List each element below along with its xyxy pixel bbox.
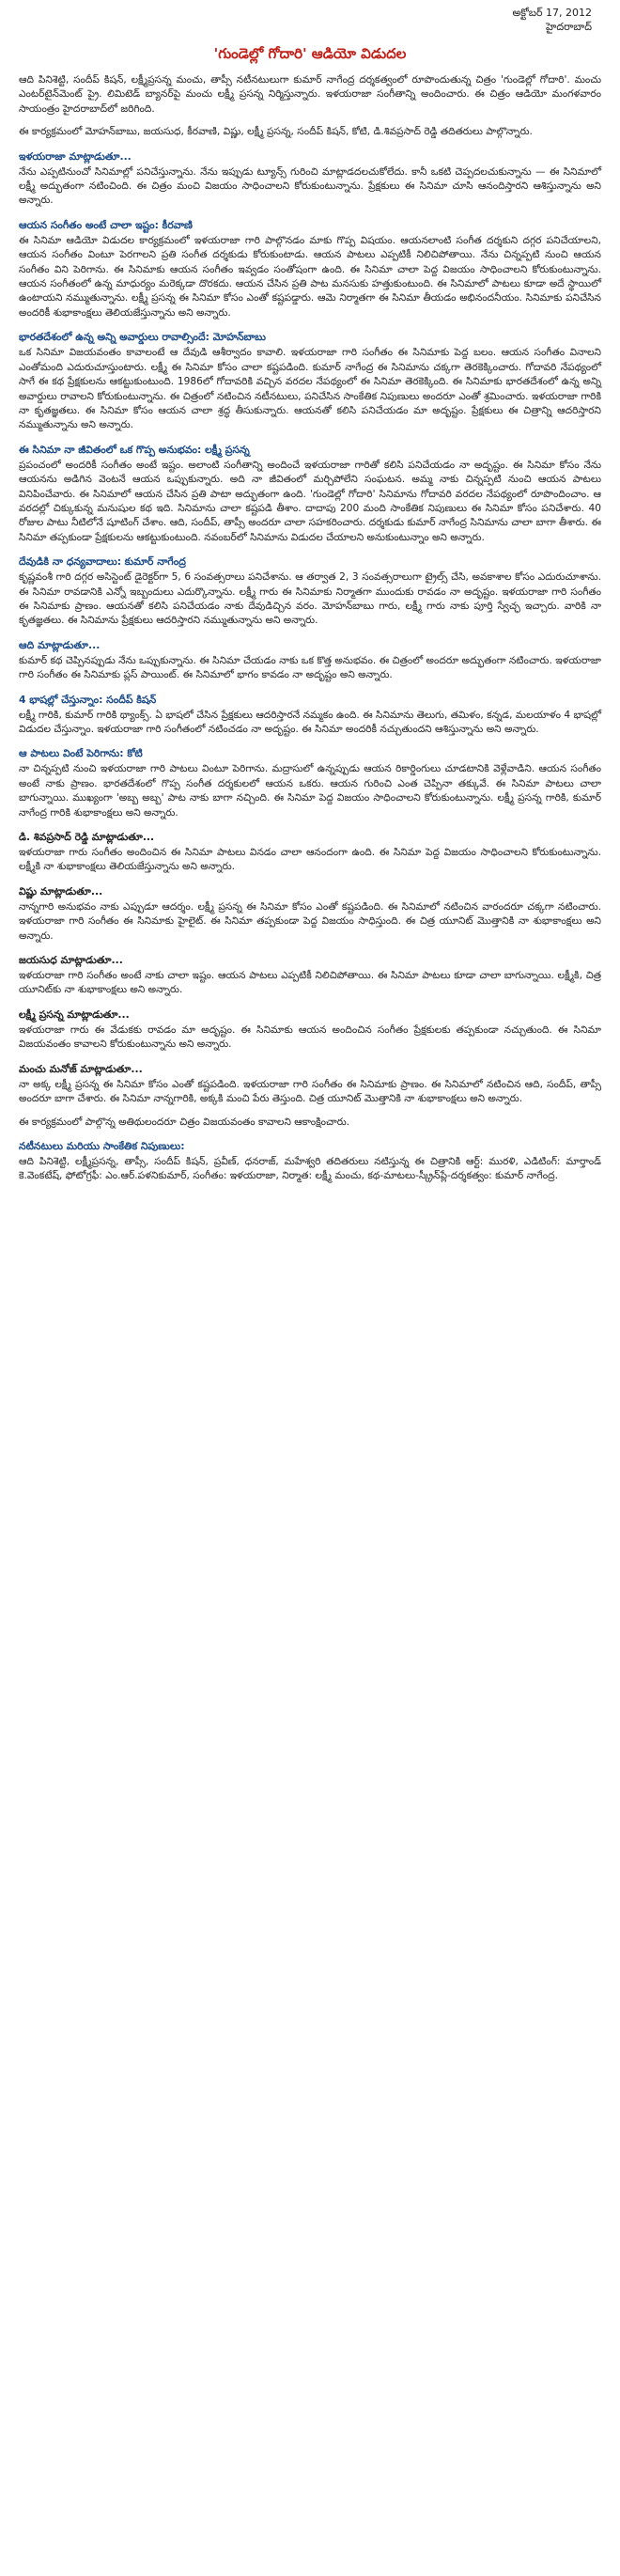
- article-date: అక్టోబర్ 17, 2012: [512, 7, 592, 19]
- section-heading: నటీనటులు మరియు సాంకేతిక నిపుణులు:: [19, 1139, 185, 1152]
- article-title: 'గుండెల్లో గోదారి' ఆడియో విడుదల: [213, 45, 407, 62]
- article-place: హైదరాబాద్: [546, 21, 592, 33]
- section-heading: భారతదేశంలో ఉన్న అన్ని అవార్డులు రావాల్సిందే: మోహన్‌బాబు: [19, 331, 266, 344]
- article-section: [19, 746, 601, 820]
- section-paragraph: నేను ఎప్పటినుంచో సినిమాల్లో పనిచేస్తున్నాను. నేను ఇప్పుడు ట్యూన్స్ గురించి మాట్లాడదలచుకోలేదు. కానీ ఒకటి చెప్పదలచుకున్నాను — ఈ సినిమాలో లక్ష్మీ అద్భుతంగా నటించింది. ఈ చిత్రం మంచి విజయం సాధించాలని కోరుకుంటున్నాను. ప్రేక్షకులు ఈ సినిమా చూసి ఆనందిస్తారని ఆశిస్తున్నాను అని అన్నారు.: [19, 165, 601, 207]
- section-paragraph: ఆది పినిశెట్టి, లక్ష్మీప్రసన్న, తాప్సీ, సందీప్ కిషన్, ప్రవీణ్, ధనరాజ్, మహేశ్వరి తదితరులు నటిస్తున్న ఈ చిత్రానికి ఆర్ట్: మురళి, ఎడిటింగ్: మార్తాండ్ కె.వెంకటేష్, ఫోటోగ్రఫీ: ఎం.ఆర్.పళనికుమార్, సంగీతం: ఇళయరాజా, నిర్మాత: లక్ష్మీ మంచు, కథ-మాటలు-స్క్రీన్‌ప్లే-దర్శకత్వం: కుమార్ నాగేంద్ర.: [19, 1155, 601, 1182]
- article-section: [19, 330, 601, 432]
- article-section: [19, 443, 601, 545]
- guests-paragraph: ఈ కార్యక్రమంలో మోహన్‌బాబు, జయసుధ, కీరవాణి, విష్ణు, లక్ష్మీ ప్రసన్న, సందీప్ కిషన్, కోటి, డి.శివప్రసాద్ రెడ్డి తదితరులు పాల్గొన్నారు.: [19, 126, 533, 138]
- section-heading: జయసుధ మాట్లాడుతూ...: [19, 954, 123, 967]
- section-heading: 4 భాషల్లో చేస్తున్నాం: సందీప్ కిషన్: [19, 693, 157, 706]
- section-paragraph: ఒక సినిమా విజయవంతం కావాలంటే ఆ దేవుడి ఆశీర్వాదం కావాలి. ఇళయరాజా గారి సంగీతం ఈ సినిమాకు పెద్ద బలం. ఆయన సంగీతం వినాలని ఎంతోమంది ఎదురుచూస్తుంటారు. లక్ష్మీ ఈ సినిమా కోసం చాలా కష్టపడింది. కుమార్ నాగేంద్ర ఈ సినిమాను చక్కగా తెరకెక్కించారు. గోదావరి నేపథ్యంలో సాగే ఈ కథ ప్రేక్షకులను ఆకట్టుకుంటుంది. 1986లో గోదావరికి వచ్చిన వరదల నేపథ్యంలో ఈ సినిమా తెరకెక్కింది. ఈ సినిమాకు భారతదేశంలో ఉన్న అన్ని అవార్డులు రావాలని కోరుకుంటున్నాను. ఈ చిత్రంలో నటించిన నటీనటులు, పనిచేసిన సాంకేతిక నిపుణులు అందరూ ఎంతో శ్రమించారు. ఇళయరాజా గారికి నా కృతజ్ఞతలు. ఈ సినిమా కోసం ఆయన చాలా శ్రద్ధ తీసుకున్నారు. ఆయనతో కలిసి పనిచేయడం మా అదృష్టం. ప్రేక్షకులు ఈ చిత్రాన్ని ఆదరిస్తారని నమ్ముతున్నాను అని అన్నారు.: [19, 347, 601, 431]
- section-heading: మంచు మనోజ్ మాట్లాడుతూ...: [19, 1062, 143, 1075]
- section-paragraph: నా చిన్నప్పటి నుంచి ఇళయరాజా గారి పాటలు వింటూ పెరిగాను. మద్రాసులో ఉన్నప్పుడు ఆయన రికార్డింగులు చూడటానికి వెళ్లేవాడిని. ఆయన సంగీతం అంటే నాకు ప్రాణం. భారతదేశంలో గొప్ప సంగీత దర్శకులలో ఆయన ఒకరు. ఆయన గురించి ఎంత చెప్పినా తక్కువే. ఈ సినిమా పాటలు చాలా బాగున్నాయి. ముఖ్యంగా 'అబ్బ అబ్బ' పాట నాకు బాగా నచ్చింది. ఈ సినిమా పెద్ద విజయం సాధించాలని కోరుకుంటున్నాను. లక్ష్మీ ప్రసన్న గారికి, కుమార్ నాగేంద్ర గారికి శుభాకాంక్షలు అని అన్నారు.: [19, 763, 601, 819]
- article-section: [19, 218, 601, 320]
- section-heading: ఆయన సంగీతం అంటే చాలా ఇష్టం: కీరవాణి: [19, 218, 193, 231]
- intro-paragraph: ఆది పినిశెట్టి, సందీప్ కిషన్, లక్ష్మీప్రసన్న మంచు, తాప్సీ నటీనటులుగా కుమార్ నాగేంద్ర దర్శకత్వంలో రూపొందుతున్న చిత్రం 'గుండెల్లో గోదారి'. మంచు ఎంటర్‌టైన్‌మెంట్ ప్రై. లిమిటెడ్ బ్యానర్‌పై మంచు లక్ష్మీ ప్రసన్న నిర్మిస్తున్నారు. ఇళయరాజా సంగీతాన్ని అందించారు. ఈ చిత్రం ఆడియో మంగళవారం సాయంత్రం హైదరాబాద్‌లో జరిగింది.: [19, 74, 601, 115]
- article: [19, 0, 601, 1184]
- article-meta: [19, 6, 592, 34]
- article-section: [19, 554, 601, 629]
- article-section: [19, 1116, 601, 1130]
- article-section: [19, 953, 601, 998]
- section-heading: ఈ సినిమా నా జీవితంలో ఒక గొప్ప అనుభవం: లక్ష్మీ ప్రసన్న: [19, 443, 250, 456]
- section-paragraph: నాన్నగారి అనుభవం నాకు ఎప్పుడూ ఆదర్శం. లక్ష్మీ ప్రసన్న ఈ సినిమా కోసం ఎంతో కష్టపడింది. ఈ సినిమాలో నటించిన వారందరూ చక్కగా నటించారు. ఇళయరాజా గారి సంగీతం ఈ సినిమాకు హైలైట్. ఈ సినిమా తప్పకుండా పెద్ద విజయం సాధిస్తుంది. ఈ చిత్ర యూనిట్ మొత్తానికి నా శుభాకాంక్షలు అని అన్నారు.: [19, 900, 601, 942]
- article-section: [19, 1139, 601, 1184]
- section-heading: లక్ష్మీ ప్రసన్న మాట్లాడుతూ...: [19, 1007, 130, 1021]
- section-heading: డి. శివప్రసాద్ రెడ్డి మాట్లాడుతూ...: [19, 831, 155, 844]
- section-heading: ఇళయరాజా మాట్లాడుతూ...: [19, 149, 132, 163]
- article-section: [19, 1007, 601, 1053]
- article-section: [19, 638, 601, 683]
- section-paragraph: లక్ష్మీ గారికి, కుమార్ గారికి థ్యాంక్స్. ఏ భాషలో చేసిన ప్రేక్షకులు ఆదరిస్తారనే నమ్మకం ఉంది. ఈ సినిమాను తెలుగు, తమిళం, కన్నడ, మలయాళం 4 భాషల్లో విడుదల చేస్తున్నాం. ఇళయరాజా గారి సంగీతంలో నటించడం నా అదృష్టం. ఈ సినిమా అందరికీ నచ్చుతుందని ఆశిస్తున్నాను అని అన్నారు.: [19, 709, 601, 735]
- article-section: [19, 149, 601, 209]
- section-heading: దేవుడికి నా ధన్యవాదాలు: కుమార్ నాగేంద్ర: [19, 555, 186, 569]
- section-paragraph: ఇళయరాజా గారు సంగీతం అందించిన ఈ సినిమా పాటలు వినడం చాలా ఆనందంగా ఉంది. ఈ సినిమా పెద్ద విజయం సాధించాలని కోరుకుంటున్నాను. లక్ష్మీకి నా శుభాకాంక్షలు తెలియజేస్తున్నాను అని అన్నారు.: [19, 847, 601, 873]
- section-heading: ఆది మాట్లాడుతూ...: [19, 638, 101, 651]
- section-paragraph: కృష్ణవంశీ గారి దగ్గర అసిస్టెంట్ డైరెక్టర్‌గా 5, 6 సంవత్సరాలు పనిచేశాను. ఆ తర్వాత 2, 3 సంవత్సరాలుగా ట్రైల్స్ చేసి, అవకాశాల కోసం ఎదురుచూశాను. ఈ సినిమా రావడానికి ఎన్నో ఇబ్బందులు ఎదుర్కొన్నాను. లక్ష్మీ గారు ఈ సినిమాకు నిర్మాతగా ముందుకు రావడం నా అదృష్టం. ఇళయరాజా గారి సంగీతం ఈ సినిమాకు ప్రాణం. ఆయనతో కలిసి పనిచేయడం నాకు దేవుడిచ్చిన వరం. మోహన్‌బాబు గారు, లక్ష్మీ గారు నాకు పూర్తి స్వేచ్ఛ ఇచ్చారు. వారికి నా కృతజ్ఞతలు. ఈ సినిమాను ప్రేక్షకులు ఆదరిస్తారని నమ్ముతున్నాను అని అన్నారు.: [19, 571, 601, 627]
- section-paragraph: ఈ కార్యక్రమంలో పాల్గొన్న అతిథులందరూ చిత్రం విజయవంతం కావాలని ఆకాంక్షించారు.: [19, 1116, 350, 1128]
- article-section: [19, 884, 601, 944]
- section-paragraph: ఇళయరాజా గారు ఈ వేడుకకు రావడం మా అదృష్టం. ఈ సినిమాకు ఆయన అందించిన సంగీతం ప్రేక్షకులకు తప్పకుండా నచ్చుతుంది. ఈ సినిమా విజయవంతం కావాలని కోరుకుంటున్నాను అని అన్నారు.: [19, 1023, 601, 1051]
- article-sections: [19, 149, 601, 1184]
- section-paragraph: ఇళయరాజా గారి సంగీతం అంటే నాకు చాలా ఇష్టం. ఆయన పాటలు ఎప్పటికీ నిలిచిపోతాయి. ఈ సినిమా పాటలు కూడా చాలా బాగున్నాయి. లక్ష్మీకి, చిత్ర యూనిట్‌కు నా శుభాకాంక్షలు అని అన్నారు.: [19, 970, 601, 996]
- section-paragraph: ఈ సినిమా ఆడియో విడుదల కార్యక్రమంలో ఇళయరాజా గారి పాల్గొనడం మాకు గొప్ప విషయం. ఆయనలాంటి సంగీత దర్శకుని దగ్గర పనిచేయాలని, ఆయన సంగీతం వింటూ పెరగాలని ప్రతి సంగీత దర్శకుడు కోరుకుంటాడు. ఆయన పాటలు ఎప్పటికీ నిలిచిపోతాయి. నేను చిన్నప్పటి నుంచి ఆయన సంగీతం విని పెరిగాను. ఈ సినిమాకు ఆయన సంగీతం ఇవ్వడం సంతోషంగా ఉంది. ఈ సినిమా చాలా పెద్ద విజయం సాధించాలని కోరుకుంటున్నాను. ఆయన సంగీతంలో ఉన్న మాధుర్యం మరెక్కడా దొరకదు. ఆయన చేసిన ప్రతి పాట మనసుకు హత్తుకుంటుంది. ఈ సినిమాలో పాటలు కూడా అదే స్థాయిలో ఉంటాయని నమ్ముతున్నాను. లక్ష్మీ ప్రసన్న ఈ సినిమా కోసం ఎంతో కష్టపడ్డారు. ఆమె నిర్మాతగా ఈ సినిమా తీయడం అభినందనీయం. సినిమాకు పనిచేసిన అందరికీ శుభాకాంక్షలు తెలియజేస్తున్నాను అని అన్నారు.: [19, 234, 601, 319]
- section-heading: ఆ పాటలు వింటే పెరిగాను: కోటి: [19, 747, 143, 760]
- section-paragraph: ప్రపంచంలో అందరికీ సంగీతం అంటే ఇష్టం. అలాంటి సంగీతాన్ని అందించే ఇళయరాజా గారితో కలిసి పనిచేయడం నా అదృష్టం. ఈ సినిమా కోసం నేను ఆయనను అడిగిన వెంటనే ఆయన ఒప్పుకున్నారు. అది నా జీవితంలో మర్చిపోలేని సంఘటన. అమ్మ నాకు చిన్నప్పటి నుంచి ఆయన పాటలు వినిపించేవారు. ఈ సినిమాలో ఆయన చేసిన ప్రతి పాటా అద్భుతంగా ఉంది. 'గుండెల్లో గోదారి' సినిమాను గోదావరి వరదల నేపథ్యంలో రూపొందించాం. ఆ వరదల్లో చిక్కుకున్న మనుషుల కథ ఇది. సినిమాను చాలా కష్టపడి తీశాం. దాదాపు 200 మంది సాంకేతిక నిపుణులు ఈ సినిమా కోసం పనిచేశారు. 40 రోజుల పాటు నీటిలోనే షూటింగ్ చేశాం. ఆది, సందీప్, తాప్సీ అందరూ చాలా సహకరించారు. దర్శకుడు కుమార్ నాగేంద్ర సినిమాను చాలా బాగా తీశారు. ఈ సినిమా తప్పకుండా ప్రేక్షకులను ఆకట్టుకుంటుంది. నవంబర్‌లో సినిమాను విడుదల చేయాలని అనుకుంటున్నాం అని అన్నారు.: [19, 459, 601, 543]
- article-section: [19, 693, 601, 738]
- section-paragraph: కుమార్ కథ చెప్పినప్పుడు నేను ఒప్పుకున్నాను. ఈ సినిమా చేయడం నాకు ఒక కొత్త అనుభవం. ఈ చిత్రంలో అందరూ అద్భుతంగా నటించారు. ఇళయరాజా గారి సంగీతం ఈ సినిమాకు ప్లస్ పాయింట్. ఈ సినిమాలో భాగం కావడం నా అదృష్టం అని అన్నారు.: [19, 654, 601, 681]
- article-section: [19, 1062, 601, 1107]
- section-heading: విష్ణు మాట్లాడుతూ...: [19, 884, 103, 898]
- section-paragraph: నా అక్క లక్ష్మీ ప్రసన్న ఈ సినిమా కోసం ఎంతో కష్టపడింది. ఇళయరాజా గారి సంగీతం ఈ సినిమాకు ప్రాణం. ఈ సినిమాలో నటించిన ఆది, సందీప్, తాప్సీ అందరూ బాగా చేశారు. ఈ సినిమా నాన్నగారికి, అక్కకి మంచి పేరు తెస్తుంది. చిత్ర యూనిట్ మొత్తానికి నా శుభాకాంక్షలు అని అన్నారు.: [19, 1078, 601, 1105]
- article-section: [19, 830, 601, 875]
